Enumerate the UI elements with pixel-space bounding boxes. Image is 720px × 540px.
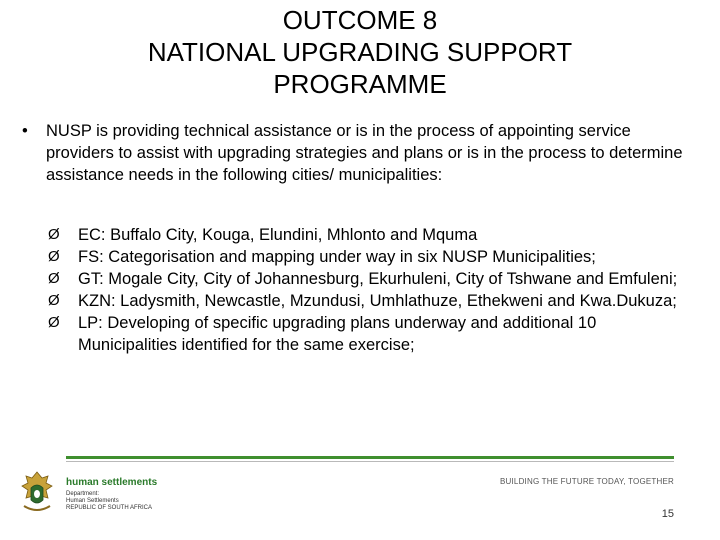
coat-of-arms-icon [18, 470, 56, 514]
title-line-3: PROGRAMME [273, 69, 447, 99]
slide-title [90, 4, 630, 100]
list-item-text: LP: Developing of specific upgrading plans underway and additional 10 Municipalities identified for the same exercise; [78, 314, 597, 354]
list-item [48, 268, 688, 290]
main-bullet [22, 120, 702, 186]
list-item [48, 312, 688, 356]
brand-department [66, 491, 152, 512]
title-line-1: OUTCOME 8 [282, 5, 438, 35]
brand-name: human settlements [66, 477, 158, 488]
bullet-dot-icon: • [22, 122, 28, 140]
brand-sub-line-3: REPUBLIC OF SOUTH AFRICA [66, 505, 153, 511]
brand-sub-line-1: Department: [66, 491, 100, 497]
list-item-text: GT: Mogale City, City of Johannesburg, Ekurhuleni, City of Tshwane and Emfuleni; [78, 270, 678, 288]
main-bullet-text: NUSP is providing technical assistance or is in the process of appointing service providers to assist with upgrading strategies and plans or is in the process to determine assistance needs in the following cities/ municipalities: [46, 122, 683, 184]
arrow-bullet-icon: Ø [48, 314, 60, 331]
list-item [48, 224, 688, 246]
footer-tagline: BUILDING THE FUTURE TODAY, TOGETHER [500, 477, 674, 486]
list-item-text: EC: Buffalo City, Kouga, Elundini, Mhlonto and Mquma [78, 226, 478, 244]
sub-bullet-list [48, 224, 688, 356]
list-item [48, 290, 688, 312]
arrow-bullet-icon: Ø [48, 248, 60, 265]
footer-divider-green [66, 456, 674, 459]
brand-sub-line-2: Human Settlements [66, 498, 119, 504]
title-line-2: NATIONAL UPGRADING SUPPORT [147, 37, 573, 67]
arrow-bullet-icon: Ø [48, 270, 60, 287]
arrow-bullet-icon: Ø [48, 292, 60, 309]
list-item [48, 246, 688, 268]
page-number: 15 [661, 508, 674, 520]
arrow-bullet-icon: Ø [48, 226, 60, 243]
list-item-text: FS: Categorisation and mapping under way in six NUSP Municipalities; [78, 248, 596, 266]
footer-divider-gray [66, 461, 674, 462]
list-item-text: KZN: Ladysmith, Newcastle, Mzundusi, Umhlathuze, Ethekweni and Kwa.Dukuza; [78, 292, 677, 310]
